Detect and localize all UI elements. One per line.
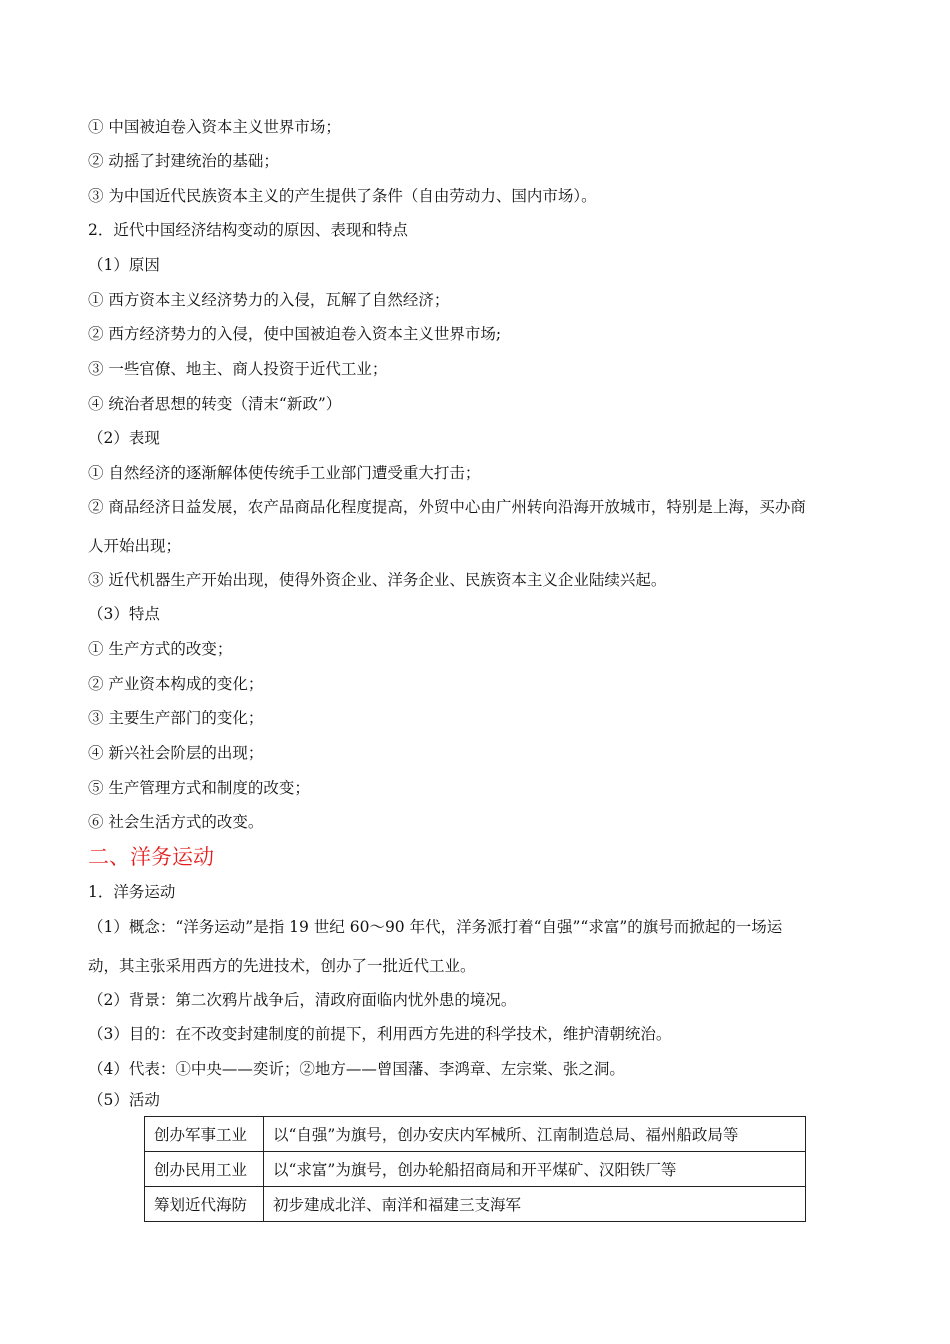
paragraph-line: （3）目的：在不改变封建制度的前提下，利用西方先进的科学技术，维护清朝统治。 bbox=[88, 1025, 672, 1043]
paragraph-line: ③ 为中国近代民族资本主义的产生提供了条件（自由劳动力、国内市场）。 bbox=[88, 187, 597, 205]
table-row bbox=[145, 1187, 806, 1222]
paragraph-line: 人开始出现； bbox=[88, 537, 182, 555]
activity-name-cell: 创办军事工业 bbox=[145, 1117, 264, 1152]
paragraph-line: ① 西方资本主义经济势力的入侵，瓦解了自然经济； bbox=[88, 291, 450, 309]
paragraph-line: ② 西方经济势力的入侵，使中国被迫卷入资本主义世界市场; bbox=[88, 325, 502, 343]
section-heading: 二、洋务运动 bbox=[88, 845, 214, 869]
activity-detail-cell: 初步建成北洋、南洋和福建三支海军 bbox=[264, 1187, 806, 1222]
paragraph-line: ⑥ 社会生活方式的改变。 bbox=[88, 813, 264, 831]
paragraph-line: ① 生产方式的改变； bbox=[88, 640, 233, 658]
paragraph-line: （3）特点 bbox=[88, 605, 160, 623]
paragraph-line: ② 产业资本构成的变化； bbox=[88, 675, 264, 693]
paragraph-line: （5）活动 bbox=[88, 1091, 160, 1109]
table-row bbox=[145, 1152, 806, 1187]
activity-detail-cell: 以“求富”为旗号，创办轮船招商局和开平煤矿、汉阳铁厂等 bbox=[264, 1152, 806, 1187]
table-row bbox=[145, 1117, 806, 1152]
activity-detail-cell: 以“自强”为旗号，创办安庆内军械所、江南制造总局、福州船政局等 bbox=[264, 1117, 806, 1152]
paragraph-line: （2）背景：第二次鸦片战争后，清政府面临内忧外患的境况。 bbox=[88, 991, 517, 1009]
paragraph-line: ① 中国被迫卷入资本主义世界市场； bbox=[88, 118, 341, 136]
activity-name-cell: 筹划近代海防 bbox=[145, 1187, 264, 1222]
paragraph-line: ④ 新兴社会阶层的出现； bbox=[88, 744, 264, 762]
paragraph-line: （1）原因 bbox=[88, 256, 160, 274]
paragraph-line: ③ 一些官僚、地主、商人投资于近代工业； bbox=[88, 360, 388, 378]
activity-name-cell: 创办民用工业 bbox=[145, 1152, 264, 1187]
paragraph-line: ③ 主要生产部门的变化； bbox=[88, 709, 264, 727]
paragraph-line: ② 商品经济日益发展，农产品商品化程度提高，外贸中心由广州转向沿海开放城市，特别是上海，买办商 bbox=[88, 498, 806, 516]
paragraph-line: ④ 统治者思想的转变（清末“新政”） bbox=[88, 395, 342, 413]
paragraph-line: （1）概念：“洋务运动”是指 19 世纪 60～90 年代，洋务派打着“自强”“求富”的旗号而掀起的一场运 bbox=[88, 918, 783, 936]
subsection-title: 2．近代中国经济结构变动的原因、表现和特点 bbox=[88, 221, 408, 239]
paragraph-line: ⑤ 生产管理方式和制度的改变； bbox=[88, 779, 310, 797]
paragraph-line: ③ 近代机器生产开始出现，使得外资企业、洋务企业、民族资本主义企业陆续兴起。 bbox=[88, 571, 667, 589]
subsection-title: 1．洋务运动 bbox=[88, 883, 176, 901]
paragraph-line: ① 自然经济的逐渐解体使传统手工业部门遭受重大打击； bbox=[88, 464, 481, 482]
paragraph-line: ② 动摇了封建统治的基础； bbox=[88, 152, 279, 170]
activity-table bbox=[144, 1116, 806, 1222]
paragraph-line: （4）代表：①中央——奕䜣；②地方——曾国藩、李鸿章、左宗棠、张之洞。 bbox=[88, 1060, 625, 1078]
paragraph-line: （2）表现 bbox=[88, 429, 160, 447]
paragraph-line: 动，其主张采用西方的先进技术，创办了一批近代工业。 bbox=[88, 957, 476, 975]
